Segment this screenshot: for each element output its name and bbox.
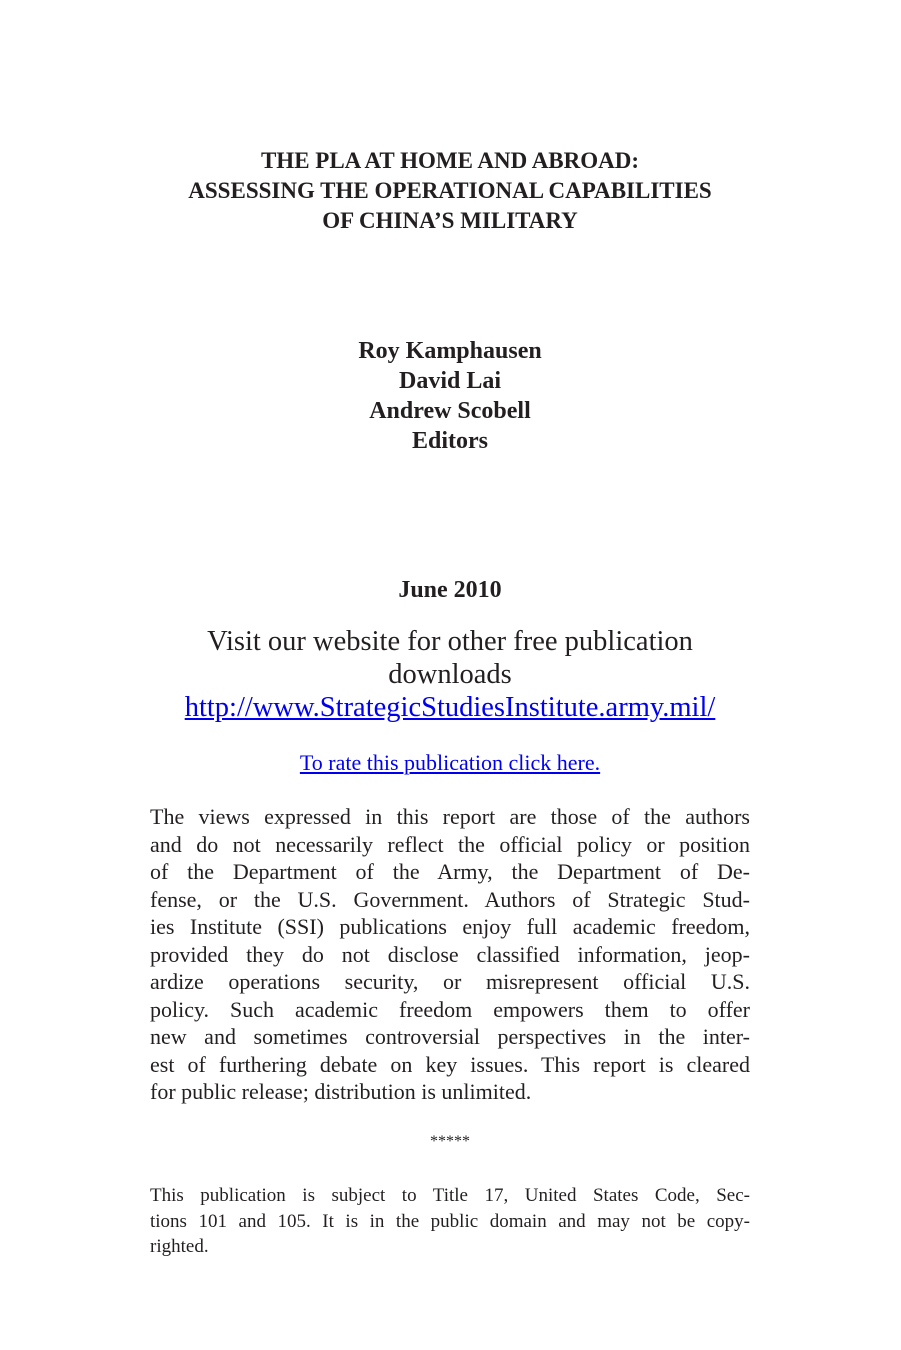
disclaimer-line: provided they do not disclose classified information, jeop-	[150, 941, 750, 967]
website-link-wrapper	[150, 691, 750, 724]
disclaimer-line: and do not necessarily reflect the official policy or position	[150, 831, 750, 857]
editor-name: Andrew Scobell	[369, 398, 531, 424]
rate-publication	[150, 749, 750, 777]
title-line: THE PLA AT HOME AND ABROAD:	[260, 148, 640, 173]
disclaimer-line: policy. Such academic freedom empowers them to offer	[150, 996, 750, 1022]
disclaimer-line: ardize operations security, or misrepresent official U.S.	[150, 969, 750, 994]
website-text-line: downloads	[388, 659, 512, 690]
disclaimer-paragraph	[150, 803, 750, 1106]
editor-name: Roy Kamphausen	[358, 338, 542, 364]
copyright-line: This publication is subject to Title 17, United States Code, Sec-	[150, 1185, 750, 1206]
copyright-notice	[150, 1183, 750, 1260]
document-page	[150, 0, 750, 1350]
copyright-line: righted.	[150, 1236, 209, 1257]
disclaimer-line: new and sometimes controversial perspectives in the inter-	[150, 1024, 750, 1049]
section-separator: *****	[430, 1133, 470, 1150]
disclaimer-line: fense, or the U.S. Government. Authors of Strategic Stud-	[150, 886, 750, 912]
publication-date: June 2010	[398, 577, 502, 603]
disclaimer-line: for public release; distribution is unlimited.	[150, 1079, 532, 1104]
copyright-line: tions 101 and 105. It is in the public domain and may not be copy-	[150, 1210, 750, 1232]
publication-title	[150, 146, 750, 236]
disclaimer-line: est of furthering debate on key issues. This report is cleared	[150, 1051, 750, 1077]
website-notice	[150, 625, 750, 724]
editors-label: Editors	[411, 428, 488, 454]
disclaimer-line: ies Institute (SSI) publications enjoy full academic freedom,	[150, 914, 750, 939]
title-line: OF CHINA’S MILITARY	[322, 208, 578, 233]
editors-block	[150, 336, 750, 456]
website-url-link[interactable]: http://www.StrategicStudiesInstitute.army.mil/	[184, 692, 716, 723]
disclaimer-line: of the Department of the Army, the Department of De-	[150, 859, 750, 884]
rate-publication-link[interactable]: To rate this publication click here.	[299, 750, 601, 775]
title-line: ASSESSING THE OPERATIONAL CAPABILITIES	[188, 178, 712, 203]
website-text-line: Visit our website for other free publication	[207, 626, 693, 657]
disclaimer-line: The views expressed in this report are those of the authors	[150, 804, 750, 829]
editor-name: David Lai	[398, 368, 502, 394]
